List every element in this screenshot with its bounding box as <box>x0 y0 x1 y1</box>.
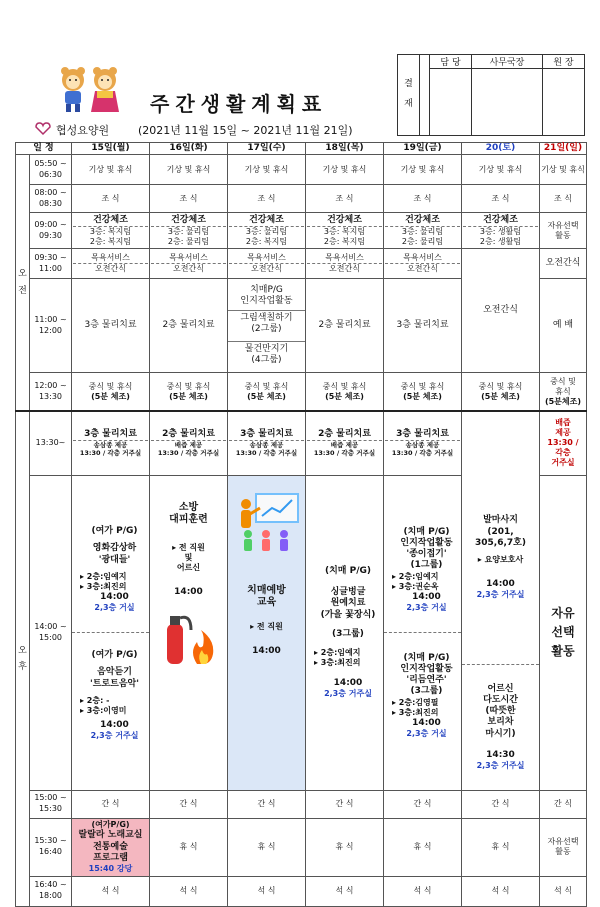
sat-tea-line4: 보리차 <box>487 717 514 728</box>
thu-title-2: 원예치료 <box>330 598 366 609</box>
page-header <box>0 0 600 142</box>
health-staff-3f: 3층: 복지팀 <box>89 226 132 236</box>
stretch-text: (5분 체조) <box>403 391 442 401</box>
cell-fri-lunch <box>384 373 462 411</box>
sun-free-line1: 자유선택 <box>547 220 579 230</box>
physio-text: 3층 물리치료 <box>84 428 137 439</box>
thu-group: (3그룹) <box>332 628 364 639</box>
cell-tue-afternoon-physio <box>150 411 228 475</box>
mascot-icon <box>55 66 125 114</box>
day-header-thu: 18일(목) <box>306 143 384 155</box>
cell-wed-bath <box>228 249 306 279</box>
sat-tea-line3: (따뜻한 <box>485 706 516 716</box>
time-slot-1500 <box>30 790 72 818</box>
cell-thu-afternoon-physio <box>306 411 384 475</box>
health-staff-2f: 2층: 복지팀 <box>245 236 288 246</box>
fri-a-time: 14:00 <box>412 591 441 602</box>
time-end: 09:30 <box>38 230 63 240</box>
singing-tag: (여가P/G) <box>91 820 130 830</box>
wed-coloring: 그림색칠하기 <box>240 312 293 323</box>
thu-staff-3f: ▸ 3층:최진의 <box>314 658 361 668</box>
wed-group-2: (2그룹) <box>251 323 282 334</box>
cell-sun-breakfast: 조 식 <box>540 185 587 213</box>
time-slot-0550 <box>30 155 72 185</box>
cell-sat-health <box>462 213 540 249</box>
cell-fri-breakfast: 조 식 <box>384 185 462 213</box>
cell-sat-breakfast: 조 식 <box>462 185 540 213</box>
health-staff-3f: 3층: 복지팀 <box>323 226 366 236</box>
page-title: 주간생활계획표 <box>150 92 328 116</box>
sat-tea-line1: 어르신 <box>487 683 514 694</box>
cell-sat-wake: 기상 및 휴식 <box>462 155 540 185</box>
time-slot-0900 <box>30 213 72 249</box>
fri-origami-block <box>384 507 461 632</box>
cell-fri-dinner: 석 식 <box>384 876 462 906</box>
cell-mon-breakfast: 조 식 <box>72 185 150 213</box>
fri-b-staff-3f: ▸ 3층:최진의 <box>392 707 439 717</box>
fri-b-tag: (치매 P/G) <box>403 652 450 663</box>
bath-text: 목욕서비스 <box>403 253 442 263</box>
health-staff-3f: 3층: 물리팀 <box>167 226 210 236</box>
cell-wed-dinner: 석 식 <box>228 876 306 906</box>
presentation-icon <box>232 490 302 556</box>
cell-tue-lunch <box>150 373 228 411</box>
bath-text: 목욕서비스 <box>325 253 364 263</box>
fri-a-title: 인지작업활동 <box>400 537 453 548</box>
snack-text: 오전간식 <box>407 264 438 274</box>
weekly-schedule-table <box>15 142 587 907</box>
time-end: 11:00 <box>38 263 63 273</box>
cell-sat-snack-pm: 간 식 <box>462 790 540 818</box>
cell-thu-breakfast: 조 식 <box>306 185 384 213</box>
fri-rhythm-block <box>384 633 461 758</box>
cell-wed-breakfast: 조 식 <box>228 185 306 213</box>
mon-movie-title: 영화감상하 <box>92 543 137 554</box>
time-end: 15:00 <box>38 632 63 642</box>
sat-massage-staff: ▸ 요양보호사 <box>477 555 524 564</box>
drink-text: 송삼종 제공 <box>249 441 284 450</box>
fri-b-time: 14:00 <box>412 717 441 728</box>
cell-sat-snack: 오전간식 <box>462 249 540 373</box>
mon-music-time: 14:00 <box>100 719 129 730</box>
am-char-2: 전 <box>18 285 27 296</box>
cell-thu-physio: 2층 물리치료 <box>306 279 384 373</box>
drink-text: 배즙 제공 <box>174 441 203 450</box>
bath-text: 목욕서비스 <box>169 253 208 263</box>
pm-char-1: 오 <box>18 645 27 656</box>
pm-char-2: 후 <box>18 661 27 672</box>
cell-fri-snack: 간 식 <box>384 790 462 818</box>
time-slot-0800 <box>30 185 72 213</box>
cell-tue-breakfast: 조 식 <box>150 185 228 213</box>
time-start: 11:00 ~ <box>34 314 67 324</box>
fire-drill-time: 14:00 <box>174 586 203 597</box>
divider <box>228 341 305 342</box>
schedule-period: (2021년 11월 15일 ~ 2021년 11월 21일) <box>138 124 353 137</box>
time-header: 일 정 <box>16 143 72 155</box>
snack-text: 오전간식 <box>251 264 282 274</box>
health-title: 건강체조 <box>249 214 284 225</box>
mon-music-block <box>72 633 149 758</box>
singing-program: 프로그램 <box>93 852 128 863</box>
fri-b-place: 2,3층 거실 <box>406 728 447 738</box>
mon-music-staff-3f: ▸ 3층:이영미 <box>80 705 127 715</box>
cell-tue-wake: 기상 및 휴식 <box>150 155 228 185</box>
stretch-text: (5분 체조) <box>325 391 364 401</box>
sat-massage-rooms-2: 305,6,7호) <box>475 537 526 548</box>
fire-drill-and: 및 <box>184 552 193 562</box>
fire-drill-title-1: 소방 <box>178 501 199 513</box>
time-end: 13:30 <box>38 391 63 401</box>
sun-drink-3: 13:30 / <box>547 438 579 448</box>
dementia-edu-title-2: 교육 <box>256 597 277 609</box>
time-start: 08:00 ~ <box>34 187 67 197</box>
cell-mon-lunch <box>72 373 150 411</box>
mon-movie-time: 14:00 <box>100 591 129 602</box>
sun-drink-2: 제공 <box>555 428 571 438</box>
sun-drink-4: 각층 <box>555 448 571 458</box>
cell-mon-health <box>72 213 150 249</box>
approval-role-manager: 사무국장 <box>472 55 543 69</box>
cell-tue-physio: 2층 물리치료 <box>150 279 228 373</box>
cell-sun-wake <box>540 155 587 185</box>
time-start: 15:30 ~ <box>34 836 67 846</box>
cell-mon-bath <box>72 249 150 279</box>
cell-sun-drink <box>540 411 587 475</box>
drink-text: 송삼종 제공 <box>93 441 128 450</box>
sun-free-1: 자유 <box>551 605 575 620</box>
cell-sun-dinner: 석 식 <box>540 876 587 906</box>
cell-thu-snack: 간 식 <box>306 790 384 818</box>
time-slot-1530 <box>30 818 72 876</box>
singing-title: 랄랄라 노래교실 <box>78 830 143 841</box>
drink-place: 13:30 / 각층 거주실 <box>391 449 454 458</box>
pm-label <box>16 411 30 907</box>
sun-free-2: 선택 <box>551 625 575 640</box>
sat-tea-block <box>462 665 539 790</box>
stretch-text: (5분 체조) <box>247 391 286 401</box>
cell-tue-dinner: 석 식 <box>150 876 228 906</box>
sat-massage-title: 발마사지 <box>483 515 518 526</box>
mon-music-staff-2f: ▸ 2층: - <box>80 695 110 705</box>
mon-movie-staff-2f: ▸ 2층:임예지 <box>80 571 127 581</box>
wed-pg-name: 인지작업활동 <box>240 296 293 307</box>
thu-tag: (치매 P/G) <box>324 565 372 576</box>
fire-extinguisher-icon <box>161 608 217 668</box>
sat-massage-time: 14:00 <box>486 579 515 589</box>
time-start: 12:00 ~ <box>34 380 67 390</box>
cell-fri-health <box>384 213 462 249</box>
fri-a-tag: (치매 P/G) <box>403 526 450 537</box>
divider <box>228 310 305 311</box>
sun-drink-5: 거주실 <box>551 458 575 468</box>
lunch-text: 중식 및 휴식 <box>166 381 211 391</box>
cell-thu-wake: 기상 및 휴식 <box>306 155 384 185</box>
cell-mon-afternoon-physio <box>72 411 150 475</box>
fri-b-staff-2f: ▸ 2층:김영필 <box>392 697 439 707</box>
time-end: 12:00 <box>38 325 63 335</box>
sat-tea-line5: 마시기) <box>485 728 516 739</box>
am-label <box>16 155 30 411</box>
bath-text: 목욕서비스 <box>91 253 130 263</box>
time-slot-0930 <box>30 249 72 279</box>
approval-side-top: 결 <box>404 79 413 90</box>
cell-thu-horticulture <box>306 475 384 790</box>
cell-mon-singing <box>72 818 150 876</box>
health-staff-2f: 2층: 생활팀 <box>479 236 522 246</box>
health-staff-2f: 2층: 물리팀 <box>167 236 210 246</box>
sun-wake-text: 기상 및 휴식 <box>541 164 585 174</box>
thu-staff-2f: ▸ 2층:임예지 <box>314 648 361 658</box>
wed-group-4: (4그룹) <box>251 355 282 366</box>
health-title: 건강체조 <box>93 214 128 225</box>
approval-sign-manager[interactable] <box>472 69 543 136</box>
lunch-text: 중식 및 휴식 <box>478 381 523 391</box>
mon-music-tag: (여가 P/G) <box>91 650 138 661</box>
wed-touch: 물건만지기 <box>244 344 289 354</box>
time-end: 18:00 <box>38 891 63 901</box>
snack-text: 오전간식 <box>95 264 126 274</box>
health-staff-3f: 3층: 물리팀 <box>401 226 444 236</box>
cell-tue-health <box>150 213 228 249</box>
mon-music-place: 2,3층 거주실 <box>90 731 139 741</box>
singing-place: 15:40 강당 <box>88 864 133 874</box>
snack-text: 오전간식 <box>329 264 360 274</box>
fri-b-title: 인지작업활동 <box>400 663 453 674</box>
sat-tea-time: 14:30 <box>486 749 515 760</box>
fri-a-name: '종이접기' <box>406 549 447 560</box>
fri-b-name: '리듬연주' <box>406 675 447 686</box>
fri-a-place: 2,3층 거실 <box>406 602 447 612</box>
time-start: 09:00 ~ <box>34 219 67 229</box>
lunch-text: 중식 및 휴식 <box>400 381 445 391</box>
cell-sun-worship: 예 배 <box>540 279 587 373</box>
mon-movie-tag: (여가 P/G) <box>91 526 138 537</box>
mon-music-name: '트로트음악' <box>90 678 139 689</box>
sun-drink-1: 배즙 <box>555 418 571 428</box>
wed-pg-title: 치매P/G <box>250 285 283 295</box>
time-end: 06:30 <box>38 169 63 179</box>
cell-sun-free-activity <box>540 475 587 790</box>
health-title: 건강체조 <box>405 214 440 225</box>
sun-lunch-1: 중식 및 <box>550 376 576 386</box>
sat-tea-place: 2,3층 거주실 <box>476 761 525 770</box>
day-header-sat: 20(토) <box>462 143 540 155</box>
health-title: 건강체조 <box>327 214 362 225</box>
approval-role-director: 원 장 <box>542 55 584 69</box>
day-header-fri: 19일(금) <box>384 143 462 155</box>
cell-thu-bath <box>306 249 384 279</box>
mon-movie-place: 2,3층 거실 <box>94 603 135 613</box>
cell-mon-snack: 간 식 <box>72 790 150 818</box>
cell-tue-snack: 간 식 <box>150 790 228 818</box>
day-header-wed: 17일(수) <box>228 143 306 155</box>
cell-tue-fire-drill <box>150 475 228 790</box>
sat-massage-place: 2,3층 거주실 <box>476 590 525 600</box>
bath-text: 목욕서비스 <box>247 253 286 263</box>
cell-wed-dementia-edu <box>228 475 306 790</box>
sun-free-pm-2: 활동 <box>555 847 571 857</box>
day-header-sun: 21일(일) <box>540 143 587 155</box>
health-staff-2f: 2층: 복지팀 <box>89 236 132 246</box>
cell-mon-dinner: 석 식 <box>72 876 150 906</box>
lunch-text: 중식 및 휴식 <box>244 381 289 391</box>
cell-thu-lunch <box>306 373 384 411</box>
cell-wed-lunch <box>228 373 306 411</box>
cell-fri-rest: 휴 식 <box>384 818 462 876</box>
fri-b-group: (3그룹) <box>410 686 443 697</box>
physio-text: 2층 물리치료 <box>318 428 371 439</box>
cell-fri-wake: 기상 및 휴식 <box>384 155 462 185</box>
time-start: 09:30 ~ <box>34 252 67 262</box>
cell-sat-rest: 휴 식 <box>462 818 540 876</box>
cell-fri-afternoon-physio <box>384 411 462 475</box>
cell-sun-free <box>540 213 587 249</box>
cell-sat-afternoon <box>462 411 540 791</box>
dementia-edu-title-1: 치매예방 <box>247 584 286 596</box>
day-header-mon: 15일(월) <box>72 143 150 155</box>
time-start: 14:00 ~ <box>34 621 67 631</box>
health-staff-2f: 2층: 물리팀 <box>401 236 444 246</box>
org-name: 협성요양원 <box>56 124 110 137</box>
physio-text: 3층 물리치료 <box>396 428 449 439</box>
dementia-edu-time: 14:00 <box>252 645 281 656</box>
stretch-text: (5분 체조) <box>169 391 208 401</box>
cell-fri-bath <box>384 249 462 279</box>
drink-place: 13:30 / 각층 거주실 <box>235 449 298 458</box>
cell-sat-dinner: 석 식 <box>462 876 540 906</box>
mon-movie-block <box>72 507 149 632</box>
cell-thu-dinner: 석 식 <box>306 876 384 906</box>
time-end: 16:40 <box>38 847 63 857</box>
lunch-text: 중식 및 휴식 <box>88 381 133 391</box>
approval-sign-director[interactable] <box>542 69 584 136</box>
physio-text: 2층 물리치료 <box>162 428 215 439</box>
cell-sun-lunch <box>540 373 587 411</box>
fri-a-staff-3f: ▸ 3층:권순옥 <box>392 581 439 591</box>
thu-time: 14:00 <box>333 678 363 689</box>
time-end: 08:30 <box>38 198 63 208</box>
drink-place: 13:30 / 각층 거주실 <box>157 449 220 458</box>
cell-sun-free-pm <box>540 818 587 876</box>
sun-free-line2: 활동 <box>555 230 571 240</box>
health-title: 건강체조 <box>483 214 518 225</box>
fri-a-group: (1그룹) <box>410 560 443 571</box>
cell-fri-physio: 3층 물리치료 <box>384 279 462 373</box>
time-start: 15:00 ~ <box>34 793 67 803</box>
cell-fri-cognitive <box>384 475 462 790</box>
health-title: 건강체조 <box>171 214 206 225</box>
approval-box <box>397 54 585 136</box>
cell-thu-health <box>306 213 384 249</box>
health-staff-3f: 3층: 물리팀 <box>245 226 288 236</box>
fire-drill-title-2: 대피훈련 <box>169 514 208 526</box>
time-slot-1330: 13:30~ <box>30 411 72 475</box>
fri-a-staff-2f: ▸ 2층:임예지 <box>392 571 439 581</box>
physio-text: 3층 물리치료 <box>240 428 293 439</box>
approval-side-bottom: 재 <box>404 99 413 109</box>
sun-free-3: 활동 <box>551 644 575 659</box>
drink-place: 13:30 / 각층 거주실 <box>79 449 142 458</box>
thu-place: 2,3층 거주실 <box>324 689 372 699</box>
cell-tue-bath <box>150 249 228 279</box>
health-staff-2f: 2층: 복지팀 <box>323 236 366 246</box>
drink-text: 송삼종 제공 <box>405 441 440 450</box>
mon-movie-name: '광대들' <box>98 554 131 565</box>
sun-lunch-3: (5분체조) <box>544 396 582 406</box>
stretch-text: (5분 체조) <box>91 391 130 401</box>
cell-sun-snack-pm: 간 식 <box>540 790 587 818</box>
cell-mon-wake: 기상 및 휴식 <box>72 155 150 185</box>
thu-title-3: (가을 꽃장식) <box>320 609 376 620</box>
heart-logo-icon <box>35 123 51 135</box>
cell-mon-physio: 3층 물리치료 <box>72 279 150 373</box>
time-start: 16:40 ~ <box>34 880 67 890</box>
sun-lunch-2: 휴식 <box>555 386 571 396</box>
dementia-edu-staff: ▸ 전 직원 <box>250 621 283 631</box>
cell-sun-snack: 오전간식 <box>540 249 587 279</box>
time-end: 15:30 <box>38 804 63 814</box>
time-slot-1400 <box>30 475 72 790</box>
cell-wed-afternoon-physio <box>228 411 306 475</box>
sat-tea-line2: 다도시간 <box>483 694 518 705</box>
cell-wed-rest: 휴 식 <box>228 818 306 876</box>
drink-text: 배즙 제공 <box>330 441 359 450</box>
lunch-text: 중식 및 휴식 <box>322 381 367 391</box>
sun-free-pm-1: 자유선택 <box>547 837 579 847</box>
time-start: 05:50 ~ <box>34 158 67 168</box>
approval-side-label <box>398 55 420 136</box>
approval-role-staff: 담 당 <box>430 55 472 69</box>
cell-mon-program <box>72 475 150 790</box>
am-char-1: 오 <box>18 269 27 280</box>
drink-place: 13:30 / 각층 거주실 <box>313 449 376 458</box>
snack-text: 오전간식 <box>173 264 204 274</box>
approval-spacer <box>420 55 430 136</box>
stretch-text: (5분 체조) <box>481 391 520 401</box>
sat-massage-block <box>462 412 539 664</box>
cell-thu-rest: 휴 식 <box>306 818 384 876</box>
thu-title-1: 싱글벙글 <box>330 587 366 598</box>
time-slot-1100 <box>30 279 72 373</box>
singing-art: 전통예술 <box>93 841 128 852</box>
mon-music-title: 음악듣기 <box>97 667 132 678</box>
cell-wed-wake: 기상 및 휴식 <box>228 155 306 185</box>
cell-wed-health <box>228 213 306 249</box>
fire-drill-staff: ▸ 전 직원 <box>172 542 205 552</box>
cell-tue-rest: 휴 식 <box>150 818 228 876</box>
time-slot-1200 <box>30 373 72 411</box>
mon-movie-staff-3f: ▸ 3층:최진의 <box>80 581 127 591</box>
approval-sign-staff[interactable] <box>430 69 472 136</box>
fire-drill-residents: 어르신 <box>176 562 201 572</box>
cell-wed-cognitive <box>228 279 306 373</box>
cell-sat-lunch <box>462 373 540 411</box>
health-staff-3f: 3층: 생활팀 <box>479 226 522 236</box>
day-header-tue: 16일(화) <box>150 143 228 155</box>
cell-wed-snack: 간 식 <box>228 790 306 818</box>
sat-massage-rooms-1: (201, <box>487 526 514 537</box>
time-slot-1640 <box>30 876 72 906</box>
